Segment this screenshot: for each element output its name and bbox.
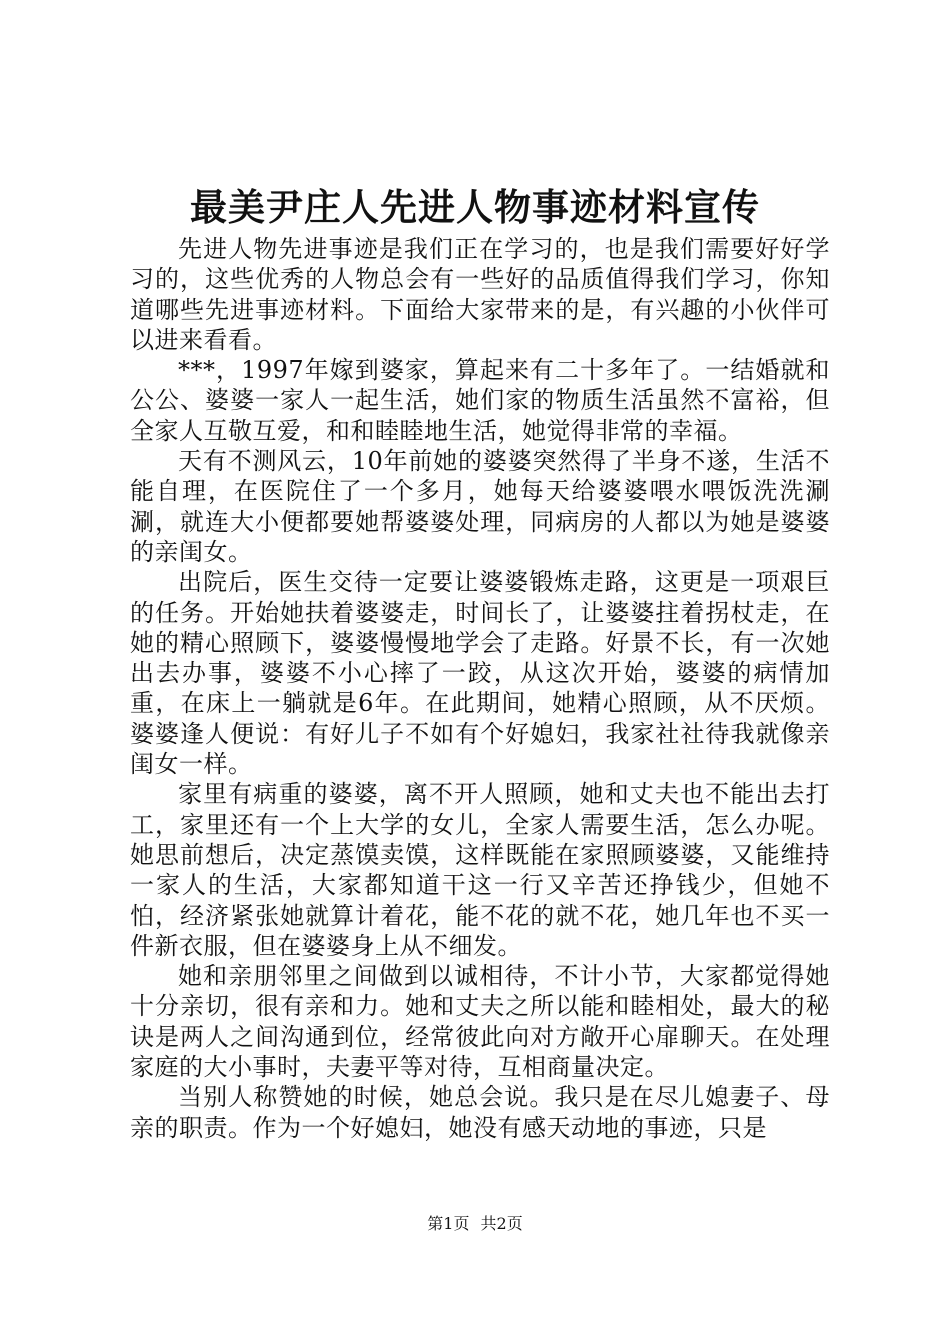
paragraph: 家里有病重的婆婆，离不开人照顾，她和丈夫也不能出去打工，家里还有一个上大学的女儿，全家人需要生活，怎么办呢。她思前想后，决定蒸馍卖馍，这样既能在家照顾婆婆，又能维持一家人的生活，大家都知道干这一行又辛苦还挣钱少，但她不怕，经济紧张她就算计着花，能不花的就不花，她几年也不买一件新衣服，但在婆婆身上从不细发。 — [130, 780, 830, 960]
document-body — [130, 234, 830, 1143]
paragraph: 出院后，医生交待一定要让婆婆锻炼走路，这更是一项艰巨的任务。开始她扶着婆婆走，时间长了，让婆婆拄着拐杖走，在她的精心照顾下，婆婆慢慢地学会了走路。好景不长，有一次她出去办事，婆婆不小心摔了一跤，从这次开始，婆婆的病情加重，在床上一躺就是6年。在此期间，她精心照顾，从不厌烦。婆婆逢人便说：有好儿子不如有个好媳妇，我家社社待我就像亲闺女一样。 — [130, 568, 830, 779]
page-footer — [0, 1213, 950, 1235]
paragraph: ***，1997年嫁到婆家，算起来有二十多年了。一结婚就和公公、婆婆一家人一起生活，她们家的物质生活虽然不富裕，但全家人互敬互爱，和和睦睦地生活，她觉得非常的幸福。 — [130, 356, 830, 445]
paragraph: 先进人物先进事迹是我们正在学习的，也是我们需要好好学习的，这些优秀的人物总会有一些好的品质值得我们学习，你知道哪些先进事迹材料。下面给大家带来的是，有兴趣的小伙伴可以进来看看。 — [130, 235, 830, 354]
page-number: 第1页 — [427, 1214, 470, 1233]
paragraph: 天有不测风云，10年前她的婆婆突然得了半身不遂，生活不能自理，在医院住了一个多月，她每天给婆婆喂水喂饭洗洗涮涮，就连大小便都要她帮婆婆处理，同病房的人都以为她是婆婆的亲闺女。 — [130, 447, 830, 566]
page-total: 共2页 — [480, 1214, 523, 1233]
document-title: 最美尹庄人先进人物事迹材料宣传 — [190, 186, 760, 229]
paragraph: 当别人称赞她的时候，她总会说。我只是在尽儿媳妻子、母亲的职责。作为一个好媳妇，她没有感天动地的事迹，只是 — [130, 1083, 830, 1142]
paragraph: 她和亲朋邻里之间做到以诚相待，不计小节，大家都觉得她十分亲切，很有亲和力。她和丈夫之所以能和睦相处，最大的秘诀是两人之间沟通到位，经常彼此向对方敞开心扉聊天。在处理家庭的大小事时，夫妻平等对待，互相商量决定。 — [130, 962, 830, 1082]
